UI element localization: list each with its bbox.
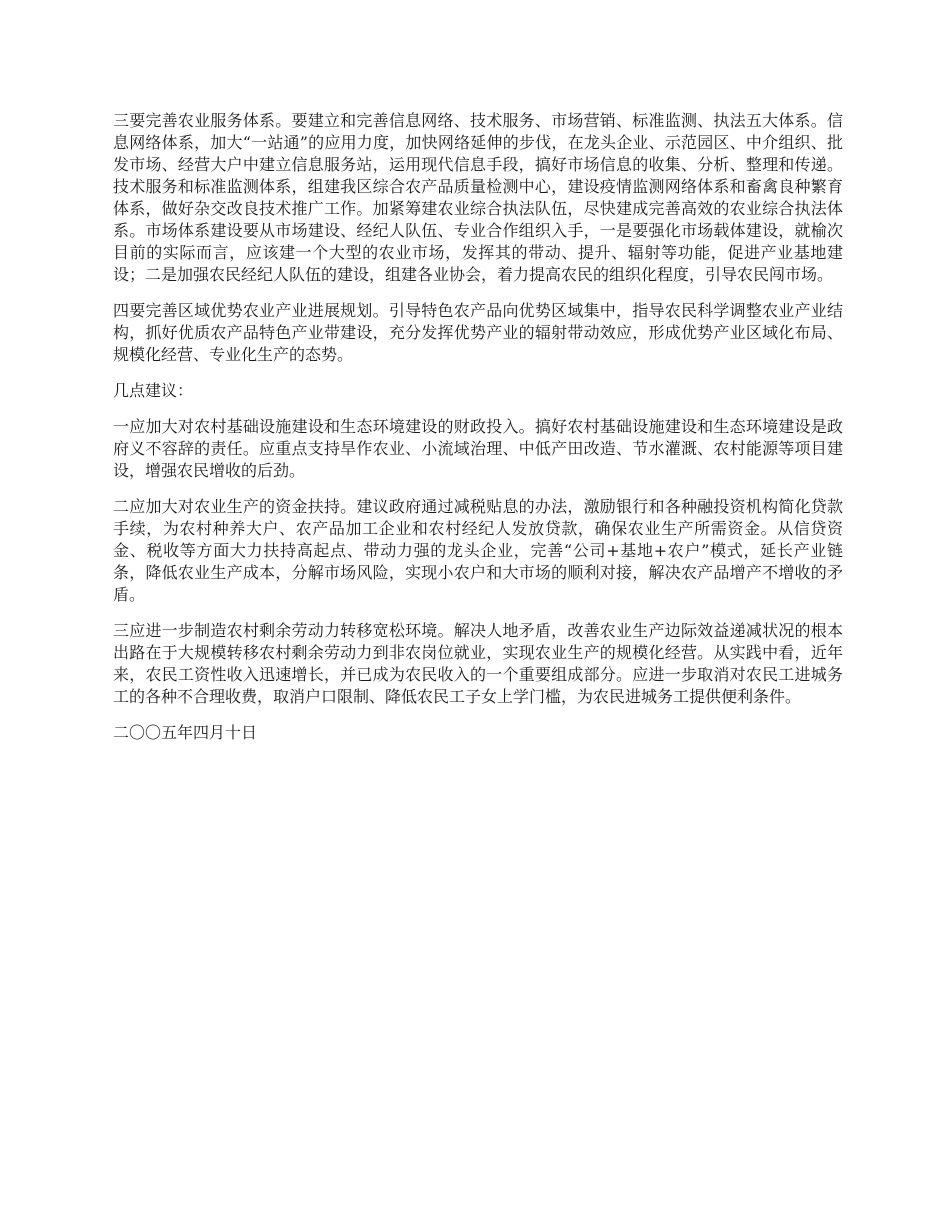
paragraph-regional-planning: 四要完善区域优势农业产业进展规划。引导特色农产品向优势区域集中，指导农民科学调整农业产业结构，抓好优质农产品特色产业带建设，充分发挥优势产业的辐射带动效应，形成优势产业区域化布局、规模化经营、专业化生产的态势。 (113, 301, 843, 364)
paragraph-suggestion-funding: 二应加大对农业生产的资金扶持。建议政府通过减税贴息的办法，激励银行和各种融投资机构简化贷款手续，为农村种养大户、农产品加工企业和农村经纪人发放贷款，确保农业生产所需资金。从信贷资金、税收等方面大力扶持高起点、带动力强的龙头企业，完善“公司+基地+农户”模式，延长产业链条，降低农业生产成本，分解市场风险，实现小农户和大市场的顺利对接，解决农产品增产不增收的矛盾。 (113, 497, 843, 604)
document-page (113, 110, 843, 758)
document-date: 二〇〇五年四月十日 (113, 723, 258, 742)
paragraph-suggestions-heading: 几点建议： (113, 381, 194, 400)
paragraph-suggestion-labor: 三应进一步制造农村剩余劳动力转移宽松环境。解决人地矛盾，改善农业生产边际效益递减状况的根本出路在于大规模转移农村剩余劳动力到非农岗位就业，实现农业生产的规模化经营。从实践中看，近年来，农民工资性收入迅速增长，并已成为农民收入的一个重要组成部分。应进一步取消对农民工进城务工的各种不合理收费，取消户口限制、降低农民工子女上学门槛，为农民进城务工提供便利条件。 (113, 621, 843, 706)
paragraph-service-system: 三要完善农业服务体系。要建立和完善信息网络、技术服务、市场营销、标准监测、执法五大体系。信息网络体系，加大“一站通”的应用力度，加快网络延伸的步伐，在龙头企业、示范园区、中介组织、批发市场、经营大户中建立信息服务站，运用现代信息手段，搞好市场信息的收集、分析、整理和传递。技术服务和标准监测体系，组建我区综合农产品质量检测中心，建设疫情监测网络体系和畜禽良种繁育体系，做好杂交改良技术推广工作。加紧筹建农业综合执法队伍，尽快建成完善高效的农业综合执法体系。市场体系建设要从市场建设、经纪人队伍、专业合作组织入手，一是要强化市场载体建设，就榆次目前的实际而言，应该建一个大型的农业市场，发挥其的带动、提升、辐射等功能，促进产业基地建设；二是加强农民经纪人队伍的建设，组建各业协会，着力提高农民的组织化程度，引导农民闯市场。 (113, 111, 843, 284)
paragraph-suggestion-infrastructure: 一应加大对农村基础设施建设和生态环境建设的财政投入。搞好农村基础设施建设和生态环境建设是政府义不容辞的责任。应重点支持旱作农业、小流域治理、中低产田改造、节水灌溉、农村能源等项目建设，增强农民增收的后劲。 (113, 417, 843, 480)
